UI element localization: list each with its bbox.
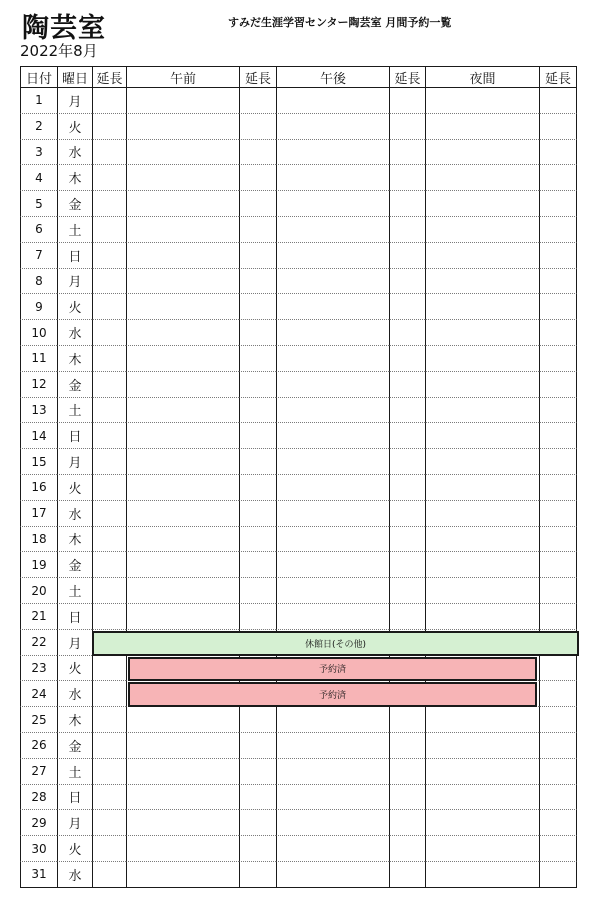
slot-cell [126,733,239,759]
slot-cell [276,423,389,449]
column-header: 延長 [389,66,425,88]
slot-cell [92,552,126,578]
slot-cell [425,114,539,140]
slot-cell [92,862,126,888]
slot-cell [389,449,425,475]
slot-cell [425,501,539,527]
slot-cell [276,475,389,501]
slot-cell [126,501,239,527]
slot-cell [239,88,276,114]
slot-cell [126,140,239,166]
slot-cell [126,423,239,449]
slot-cell [92,785,126,811]
column-header: 夜間 [425,66,539,88]
slot-cell [92,604,126,630]
slot-cell [425,398,539,424]
slot-cell [92,707,126,733]
slot-cell [126,269,239,295]
slot-cell [126,862,239,888]
slot-cell [276,217,389,243]
slot-cell [539,217,577,243]
reserved-band[interactable]: 予約済 [128,682,537,707]
slot-cell [539,320,577,346]
slot-cell [389,707,425,733]
weekday-cell: 日 [57,785,92,811]
slot-cell [239,707,276,733]
column-header: 延長 [239,66,276,88]
slot-cell [276,785,389,811]
slot-cell [92,656,126,682]
slot-cell [92,269,126,295]
slot-cell [92,346,126,372]
slot-cell [239,604,276,630]
slot-cell [126,785,239,811]
slot-cell [276,372,389,398]
slot-cell [425,320,539,346]
slot-cell [126,165,239,191]
date-cell: 18 [20,527,57,553]
slot-cell [389,578,425,604]
slot-cell [425,423,539,449]
slot-cell [539,759,577,785]
date-cell: 20 [20,578,57,604]
slot-cell [425,475,539,501]
slot-cell [389,862,425,888]
date-cell: 15 [20,449,57,475]
slot-cell [389,604,425,630]
slot-cell [276,836,389,862]
weekday-cell: 水 [57,862,92,888]
slot-cell [276,398,389,424]
slot-cell [539,346,577,372]
slot-cell [425,604,539,630]
date-cell: 6 [20,217,57,243]
slot-cell [239,862,276,888]
slot-cell [276,320,389,346]
slot-cell [276,269,389,295]
slot-cell [239,785,276,811]
slot-cell [276,733,389,759]
weekday-cell: 日 [57,423,92,449]
slot-cell [276,552,389,578]
slot-cell [126,604,239,630]
date-cell: 8 [20,269,57,295]
slot-cell [126,320,239,346]
page-title: 陶芸室 [22,13,106,44]
slot-cell [239,759,276,785]
slot-cell [425,165,539,191]
slot-cell [389,759,425,785]
date-cell: 1 [20,88,57,114]
weekday-cell: 火 [57,475,92,501]
slot-cell [239,423,276,449]
slot-cell [126,449,239,475]
date-cell: 30 [20,836,57,862]
slot-cell [126,114,239,140]
slot-cell [389,733,425,759]
slot-cell [92,423,126,449]
date-cell: 24 [20,681,57,707]
slot-cell [126,578,239,604]
slot-cell [92,398,126,424]
slot-cell [389,269,425,295]
slot-cell [92,88,126,114]
date-cell: 3 [20,140,57,166]
slot-cell [539,656,577,682]
slot-cell [539,294,577,320]
date-cell: 26 [20,733,57,759]
date-cell: 12 [20,372,57,398]
slot-cell [92,681,126,707]
slot-cell [239,191,276,217]
slot-cell [425,88,539,114]
slot-cell [92,140,126,166]
slot-cell [239,578,276,604]
weekday-cell: 火 [57,294,92,320]
slot-cell [389,552,425,578]
slot-cell [425,527,539,553]
slot-cell [126,759,239,785]
slot-cell [539,707,577,733]
slot-cell [389,475,425,501]
weekday-cell: 火 [57,114,92,140]
slot-cell [239,294,276,320]
slot-cell [539,140,577,166]
slot-cell [539,114,577,140]
slot-cell [239,243,276,269]
slot-cell [539,191,577,217]
date-cell: 31 [20,862,57,888]
weekday-cell: 火 [57,656,92,682]
column-header: 曜日 [57,66,92,88]
slot-cell [539,681,577,707]
slot-cell [389,423,425,449]
slot-cell [126,707,239,733]
slot-cell [389,810,425,836]
slot-cell [276,862,389,888]
slot-cell [239,449,276,475]
slot-cell [389,501,425,527]
column-header: 午後 [276,66,389,88]
slot-cell [276,88,389,114]
slot-cell [126,475,239,501]
slot-cell [239,165,276,191]
slot-cell [239,475,276,501]
weekday-cell: 木 [57,346,92,372]
slot-cell [539,449,577,475]
slot-cell [126,836,239,862]
slot-cell [126,346,239,372]
column-header: 延長 [539,66,577,88]
slot-cell [425,449,539,475]
weekday-cell: 金 [57,552,92,578]
slot-cell [276,604,389,630]
slot-cell [389,191,425,217]
slot-cell [276,191,389,217]
date-cell: 27 [20,759,57,785]
slot-cell [389,114,425,140]
slot-cell [539,733,577,759]
date-cell: 14 [20,423,57,449]
date-cell: 28 [20,785,57,811]
slot-cell [239,836,276,862]
slot-cell [539,372,577,398]
slot-cell [276,346,389,372]
slot-cell [425,372,539,398]
weekday-cell: 月 [57,449,92,475]
slot-cell [389,320,425,346]
slot-cell [126,372,239,398]
slot-cell [92,294,126,320]
slot-cell [239,501,276,527]
slot-cell [276,449,389,475]
weekday-cell: 土 [57,217,92,243]
slot-cell [126,88,239,114]
date-cell: 5 [20,191,57,217]
date-cell: 23 [20,656,57,682]
weekday-cell: 月 [57,630,92,656]
slot-cell [539,785,577,811]
slot-cell [239,810,276,836]
date-cell: 2 [20,114,57,140]
slot-cell [239,140,276,166]
slot-cell [276,294,389,320]
slot-cell [389,398,425,424]
weekday-cell: 金 [57,191,92,217]
weekday-cell: 水 [57,501,92,527]
slot-cell [92,372,126,398]
slot-cell [539,552,577,578]
slot-cell [425,191,539,217]
slot-cell [389,346,425,372]
weekday-cell: 火 [57,836,92,862]
slot-cell [539,475,577,501]
slot-cell [92,733,126,759]
slot-cell [539,269,577,295]
slot-cell [539,398,577,424]
slot-cell [239,114,276,140]
weekday-cell: 土 [57,759,92,785]
slot-cell [425,140,539,166]
closed-day-band[interactable]: 休館日(その他) [92,631,579,656]
slot-cell [126,398,239,424]
slot-cell [276,527,389,553]
date-cell: 4 [20,165,57,191]
slot-cell [239,320,276,346]
slot-cell [539,501,577,527]
slot-cell [539,423,577,449]
slot-cell [425,785,539,811]
weekday-cell: 月 [57,88,92,114]
slot-cell [92,114,126,140]
weekday-cell: 土 [57,398,92,424]
weekday-cell: 金 [57,372,92,398]
slot-cell [239,269,276,295]
slot-cell [539,165,577,191]
slot-cell [92,320,126,346]
slot-cell [425,862,539,888]
slot-cell [92,449,126,475]
document-subtitle: すみだ生涯学習センター陶芸室 月間予約一覧 [228,16,452,29]
slot-cell [389,88,425,114]
slot-cell [126,527,239,553]
slot-cell [126,243,239,269]
slot-cell [276,707,389,733]
slot-cell [92,243,126,269]
slot-cell [239,733,276,759]
reservation-table [20,66,577,888]
date-cell: 11 [20,346,57,372]
slot-cell [539,243,577,269]
date-cell: 22 [20,630,57,656]
slot-cell [389,372,425,398]
slot-cell [425,552,539,578]
weekday-cell: 木 [57,165,92,191]
slot-cell [239,552,276,578]
slot-cell [276,243,389,269]
date-cell: 7 [20,243,57,269]
slot-cell [276,759,389,785]
slot-cell [126,191,239,217]
slot-cell [425,294,539,320]
slot-cell [389,527,425,553]
slot-cell [425,733,539,759]
slot-cell [425,269,539,295]
slot-cell [92,836,126,862]
slot-cell [239,217,276,243]
slot-cell [389,243,425,269]
slot-cell [276,501,389,527]
slot-cell [539,88,577,114]
slot-cell [425,346,539,372]
slot-cell [425,810,539,836]
reserved-band[interactable]: 予約済 [128,657,537,682]
slot-cell [276,578,389,604]
slot-cell [126,810,239,836]
weekday-cell: 木 [57,707,92,733]
slot-cell [425,707,539,733]
column-header: 日付 [20,66,57,88]
weekday-cell: 月 [57,810,92,836]
weekday-cell: 月 [57,269,92,295]
slot-cell [239,398,276,424]
slot-cell [389,785,425,811]
weekday-cell: 土 [57,578,92,604]
slot-cell [539,604,577,630]
date-cell: 16 [20,475,57,501]
date-cell: 10 [20,320,57,346]
slot-cell [389,165,425,191]
date-cell: 19 [20,552,57,578]
slot-cell [276,140,389,166]
slot-cell [389,140,425,166]
slot-cell [425,759,539,785]
date-cell: 9 [20,294,57,320]
slot-cell [92,759,126,785]
column-header: 午前 [126,66,239,88]
column-header: 延長 [92,66,126,88]
slot-cell [539,836,577,862]
slot-cell [239,372,276,398]
slot-cell [92,475,126,501]
slot-cell [389,217,425,243]
slot-cell [276,165,389,191]
weekday-cell: 水 [57,681,92,707]
slot-cell [92,578,126,604]
weekday-cell: 水 [57,320,92,346]
date-cell: 17 [20,501,57,527]
slot-cell [92,810,126,836]
weekday-cell: 木 [57,527,92,553]
month-label: 2022年8月 [20,42,98,60]
slot-cell [276,114,389,140]
date-cell: 21 [20,604,57,630]
date-cell: 29 [20,810,57,836]
slot-cell [539,527,577,553]
slot-cell [92,527,126,553]
slot-cell [92,217,126,243]
slot-cell [92,165,126,191]
slot-cell [389,294,425,320]
weekday-cell: 日 [57,243,92,269]
slot-cell [425,243,539,269]
weekday-cell: 金 [57,733,92,759]
slot-cell [276,810,389,836]
slot-cell [126,217,239,243]
date-cell: 13 [20,398,57,424]
weekday-cell: 日 [57,604,92,630]
slot-cell [92,191,126,217]
slot-cell [92,501,126,527]
weekday-cell: 水 [57,140,92,166]
slot-cell [539,862,577,888]
slot-cell [539,578,577,604]
slot-cell [239,527,276,553]
slot-cell [126,294,239,320]
slot-cell [425,217,539,243]
slot-cell [389,836,425,862]
slot-cell [425,836,539,862]
slot-cell [126,552,239,578]
slot-cell [425,578,539,604]
date-cell: 25 [20,707,57,733]
slot-cell [239,346,276,372]
slot-cell [539,810,577,836]
